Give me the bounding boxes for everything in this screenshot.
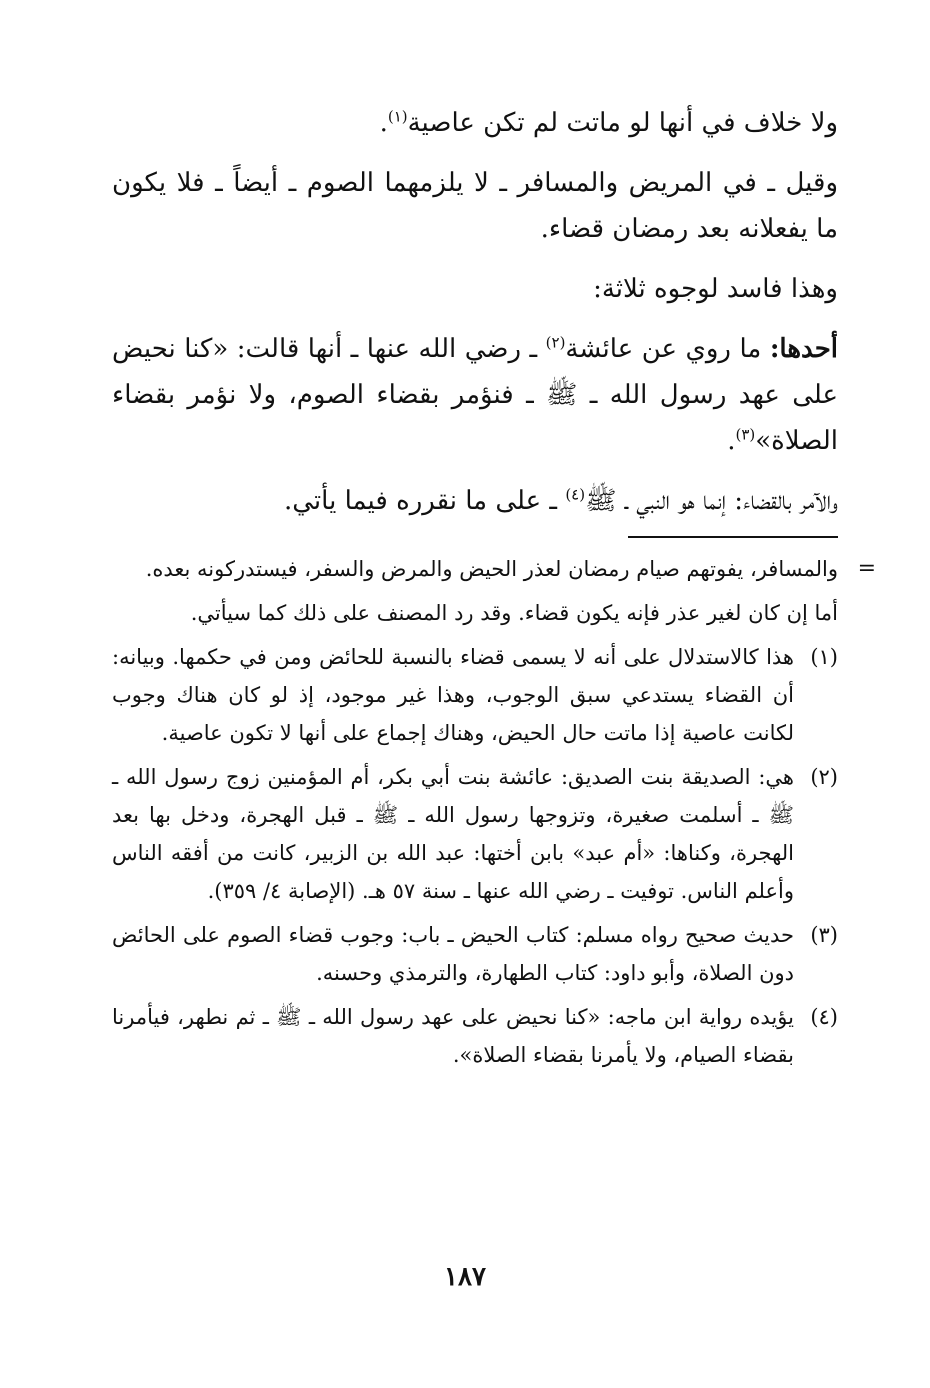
footnote-1	[112, 638, 838, 752]
footnote-4-text: يؤيده رواية ابن ماجه: «كنا نحيض على عهد رسول الله ـ ﷺ ـ ثم نطهر، فيأمرنا بقضاء الصيام، ولا يأمرنا بقضاء الصلاة».	[112, 1005, 794, 1067]
footnote-ref-3: (٣)	[735, 425, 756, 444]
footnote-ref-1: (١)	[387, 107, 408, 126]
continued-note-mark: =	[857, 556, 876, 581]
footnote-4-number: (٤)	[810, 1005, 838, 1029]
continued-note-line-2: أما إن كان لغير عذر فإنه يكون قضاء. وقد رد المصنف على ذلك كما سيأتي.	[190, 601, 838, 625]
footnote-2-text: هي: الصديقة بنت الصديق: عائشة بنت أبي بكر، أم المؤمنين زوج رسول الله ـ ﷺ ـ أسلمت صغيرة، وتزوجها رسول الله ـ ﷺ ـ قبل الهجرة، ودخل بها بعد الهجرة، وكناها: «أم عبد» بابن أختها: عبد الله بن الزبير، كانت من أفقه الناس وأعلم الناس. توفيت ـ رضي الله عنها ـ سنة ٥٧ هـ. (الإصابة ٤/ ٣٥٩).	[112, 765, 794, 903]
main-paragraph-4-text-b: ـ رضي الله عنها ـ أنها قالت: «كنا نحيض على عهد رسول الله ـ ﷺ ـ فنؤمر بقضاء الصوم، ولا نؤمر بقضاء الصلاة»	[112, 334, 838, 456]
footnote-1-text: هذا كالاستدلال على أنه لا يسمى قضاء بالنسبة للحائض ومن في حكمها. وبيانه: أن القضاء يستدعي سبق الوجوب، وهذا غير موجود، إذ لو كان هناك وجوب لكانت عاصية إذا ماتت حال الحيض، وهناك إجماع على أنها لا تكون عاصية.	[112, 645, 794, 745]
main-paragraph-1-tail: .	[379, 108, 388, 138]
footnote-2-number: (٢)	[810, 765, 838, 789]
main-paragraph-1	[112, 100, 838, 146]
page-number: ١٨٧	[444, 1262, 486, 1292]
main-paragraph-5	[112, 478, 838, 524]
footnote-ref-2: (٢)	[545, 333, 566, 352]
main-paragraph-1-text: ولا خلاف في أنها لو ماتت لم تكن عاصية	[407, 108, 838, 138]
footnote-3-text: حديث صحيح رواه مسلم: كتاب الحيض ـ باب: وجوب قضاء الصوم على الحائض دون الصلاة، وأبو داود: كتاب الطهارة، والترمذي وحسنه.	[112, 923, 794, 985]
main-paragraph-5-text-a: والآمر بالقضاء: إنما هو النبي ـ ﷺ	[585, 486, 838, 516]
footnote-3	[112, 916, 838, 992]
footnote-1-number: (١)	[810, 645, 838, 669]
main-text	[112, 100, 838, 524]
main-paragraph-5-text-b: ـ على ما نقرره فيما يأتي.	[283, 486, 566, 516]
footnote-ref-4: (٤)	[565, 485, 586, 504]
footnote-separator	[628, 536, 838, 538]
footnotes-section	[112, 550, 876, 1074]
main-paragraph-4-text-a: ما روي عن عائشة	[565, 334, 770, 364]
continued-note-line-1: والمسافر، يفوتهم صيام رمضان لعذر الحيض والمرض والسفر، فيستدركونه بعده.	[145, 557, 838, 581]
footnote-4	[112, 998, 838, 1074]
main-paragraph-4	[112, 326, 838, 464]
main-paragraph-4-tail: .	[727, 426, 736, 456]
main-paragraph-3: وهذا فاسد لوجوه ثلاثة:	[593, 274, 838, 304]
footnote-2	[112, 758, 838, 910]
first-reason-label: أحدها:	[769, 334, 839, 364]
main-paragraph-2: وقيل ـ في المريض والمسافر ـ لا يلزمهما الصوم ـ أيضاً ـ فلا يكون ما يفعلانه بعد رمضان قضاء.	[112, 168, 838, 244]
page-body	[112, 100, 876, 1074]
footnote-3-number: (٣)	[810, 923, 838, 947]
